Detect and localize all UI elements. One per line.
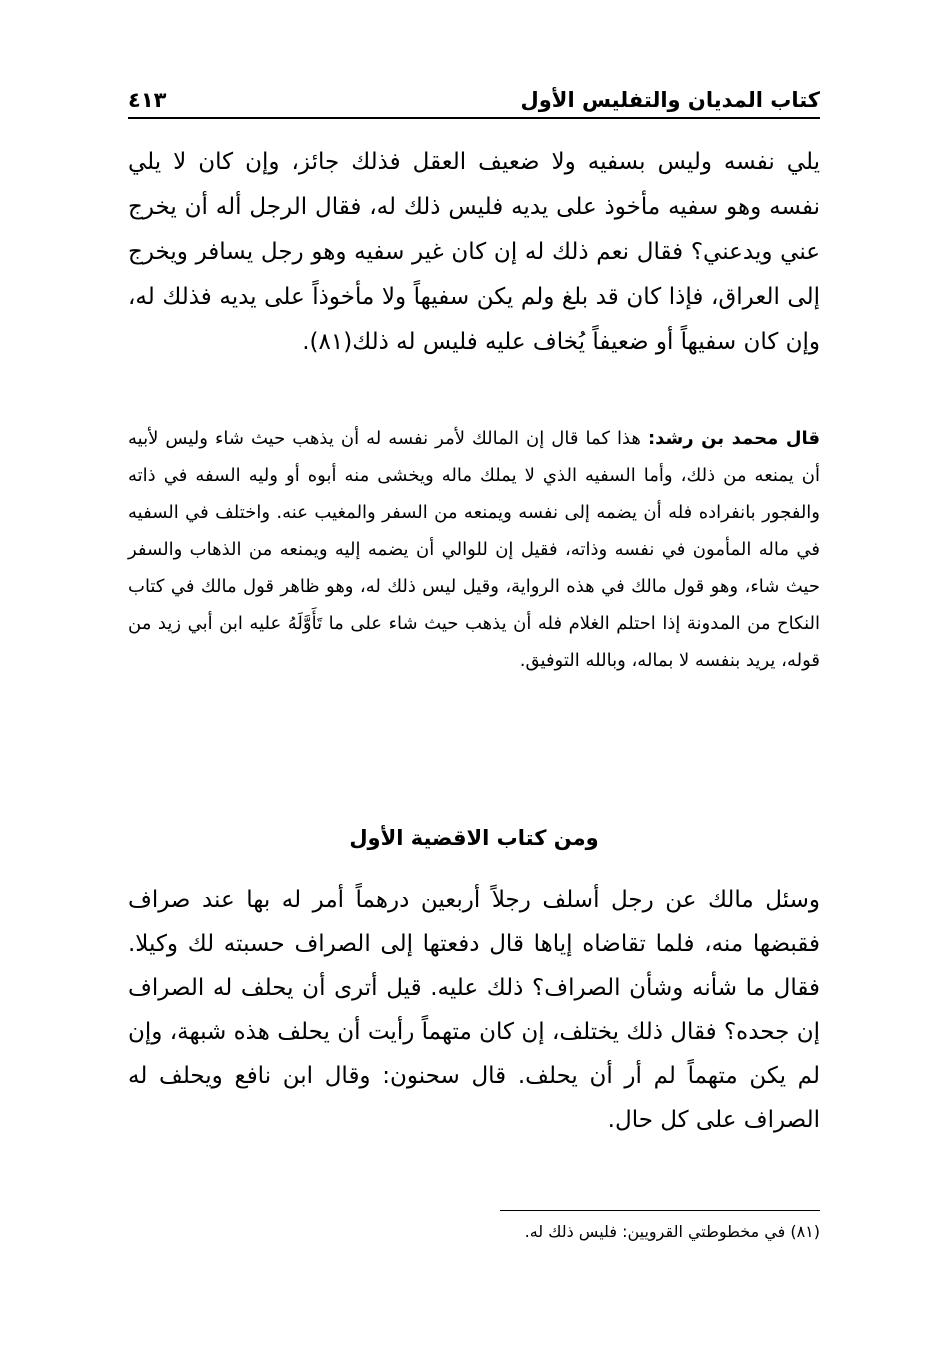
paragraph-2 xyxy=(128,420,820,679)
header-rule xyxy=(128,117,820,119)
paragraph-1: يلي نفسه وليس بسفيه ولا ضعيف العقل فذلك جائز، وإن كان لا يلي نفسه وهو سفيه مأخوذ على يديه فليس ذلك له، فقال الرجل أله أن يخرج عني ويدعني؟ فقال نعم ذلك له إن كان غير سفيه وهو رجل يسافر ويخرج إلى العراق، فإذا كان قد بلغ ولم يكن سفيهاً ولا مأخوذاً على يديه فذلك له، وإن كان سفيهاً أو ضعيفاً يُخاف عليه فليس له ذلك(٨١). xyxy=(128,149,820,355)
running-head xyxy=(128,72,820,112)
footnote: (٨١) في مخطوطتي القرويين: فليس ذلك له. xyxy=(524,1222,820,1241)
footnote-rule xyxy=(500,1210,820,1211)
paragraph-3: وسئل مالك عن رجل أسلف رجلاً أربعين درهماً أمر له بها عند صراف فقبضها منه، فلما تقاضاه إياها قال دفعتها إلى الصراف حسبته لك وكيلا. فقال ما شأنه وشأن الصراف؟ ذلك عليه. قيل أترى أن يحلف له الصراف إن جحده؟ فقال ذلك يختلف، إن كان متهماً رأيت أن يحلف هذه شبهة، وإن لم يكن متهماً لم أر أن يحلف. قال سحنون: وقال ابن نافع ويحلف له الصراف على كل حال. xyxy=(128,887,820,1133)
section-heading: ومن كتاب الاقضية الأول xyxy=(349,826,599,850)
commentary-lead: قال محمد بن رشد: xyxy=(647,428,820,449)
page-number: ٤١٣ xyxy=(128,88,167,112)
running-head-title: كتاب المديان والتفليس الأول xyxy=(520,88,820,112)
commentary-text: هذا كما قال إن المالك لأمر نفسه له أن يذهب حيث شاء وليس لأبيه أن يمنعه من ذلك، وأما السفيه الذي لا يملك ماله ويخشى منه أبوه أو وليه السفه في ذاته والفجور بانفراده فله أن يضمه إلى نفسه ويمنعه من السفر والمغيب عنه. واختلف في السفيه في ماله المأمون في نفسه وذاته، فقيل إن للوالي أن يضمه إليه ويمنعه من الذهاب والسفر حيث شاء، وهو قول مالك في هذه الرواية، وقيل ليس ذلك له، وهو ظاهر قول مالك في كتاب النكاح من المدونة إذا احتلم الغلام فله أن يذهب حيث شاء على ما تَأَوَّلَهُ عليه ابن أبي زيد من قوله، يريد بنفسه لا بماله، وبالله التوفيق. xyxy=(128,428,820,671)
